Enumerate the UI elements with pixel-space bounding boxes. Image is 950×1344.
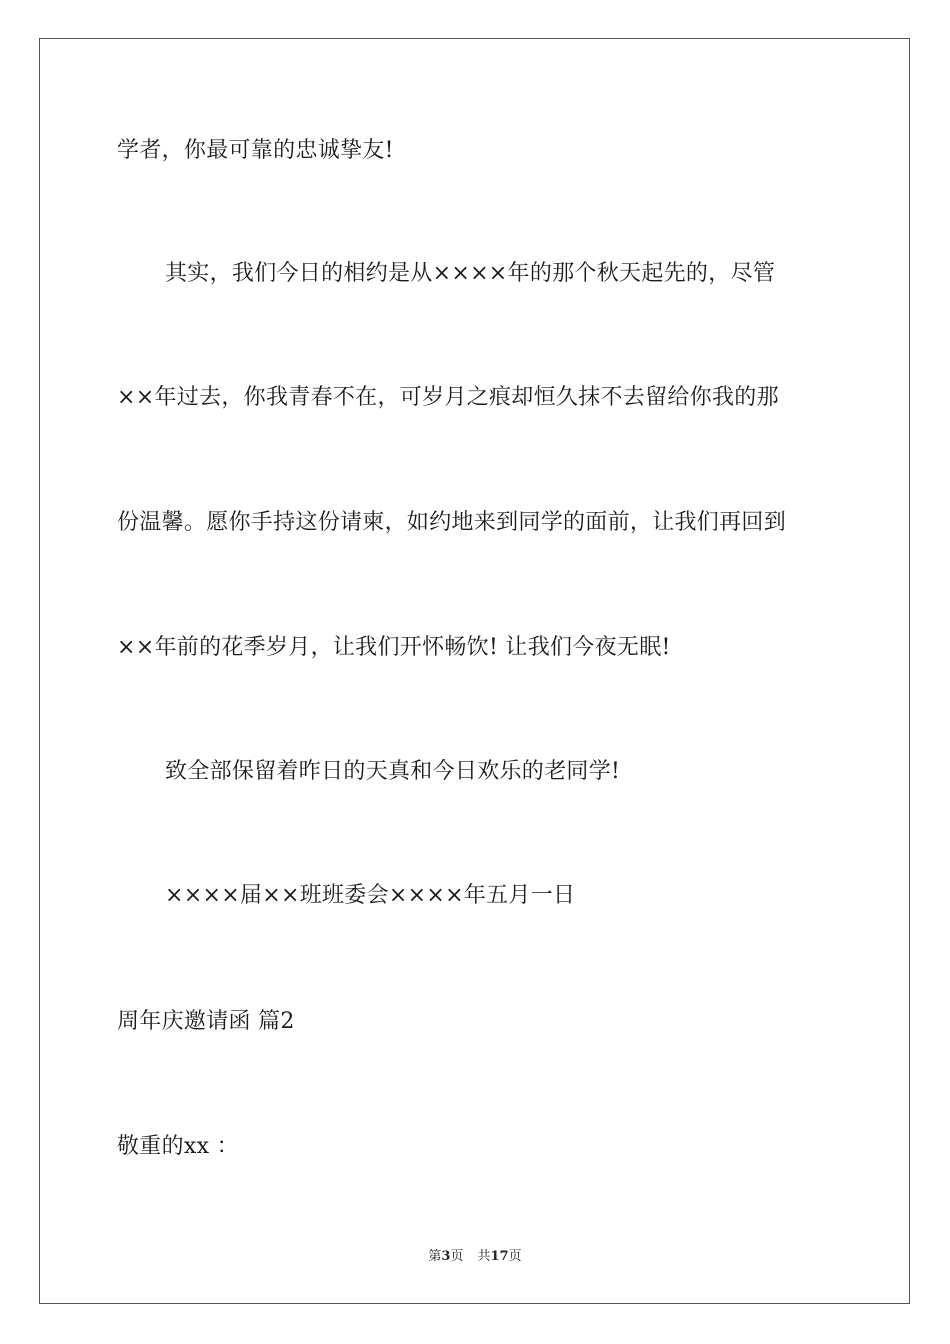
paragraph-line-6: 致全部保留着昨日的天真和今日欢乐的老同学!: [165, 759, 621, 784]
paragraph-line-5: ××年前的花季岁月，让我们开怀畅饮! 让我们今夜无眠!: [117, 635, 671, 660]
footer-page-prefix: 第: [428, 1249, 442, 1264]
signature-line: ××××届××班班委会××××年五月一日: [165, 883, 576, 908]
section-heading: 周年庆邀请函 篇2: [117, 1009, 295, 1034]
salutation-line: 敬重的xx ：: [117, 1134, 239, 1159]
footer-page-number: 3: [441, 1249, 451, 1264]
paragraph-line-3: ××年过去，你我青春不在，可岁月之痕却恒久抹不去留给你我的那: [117, 385, 779, 410]
footer-total-prefix: 共: [477, 1249, 491, 1264]
page-footer: [0, 1248, 950, 1266]
footer-total-pages: 17: [490, 1249, 509, 1264]
footer-page-suffix: 页: [450, 1249, 464, 1264]
paragraph-line-2: 其实，我们今日的相约是从××××年的那个秋天起先的，尽管: [165, 261, 776, 286]
paragraph-line-4: 份温馨。愿你手持这份请柬，如约地来到同学的面前，让我们再回到: [117, 510, 787, 535]
page-border: [39, 38, 910, 1304]
paragraph-line-1: 学者，你最可靠的忠诚挚友!: [117, 138, 394, 163]
footer-total-suffix: 页: [508, 1249, 522, 1264]
